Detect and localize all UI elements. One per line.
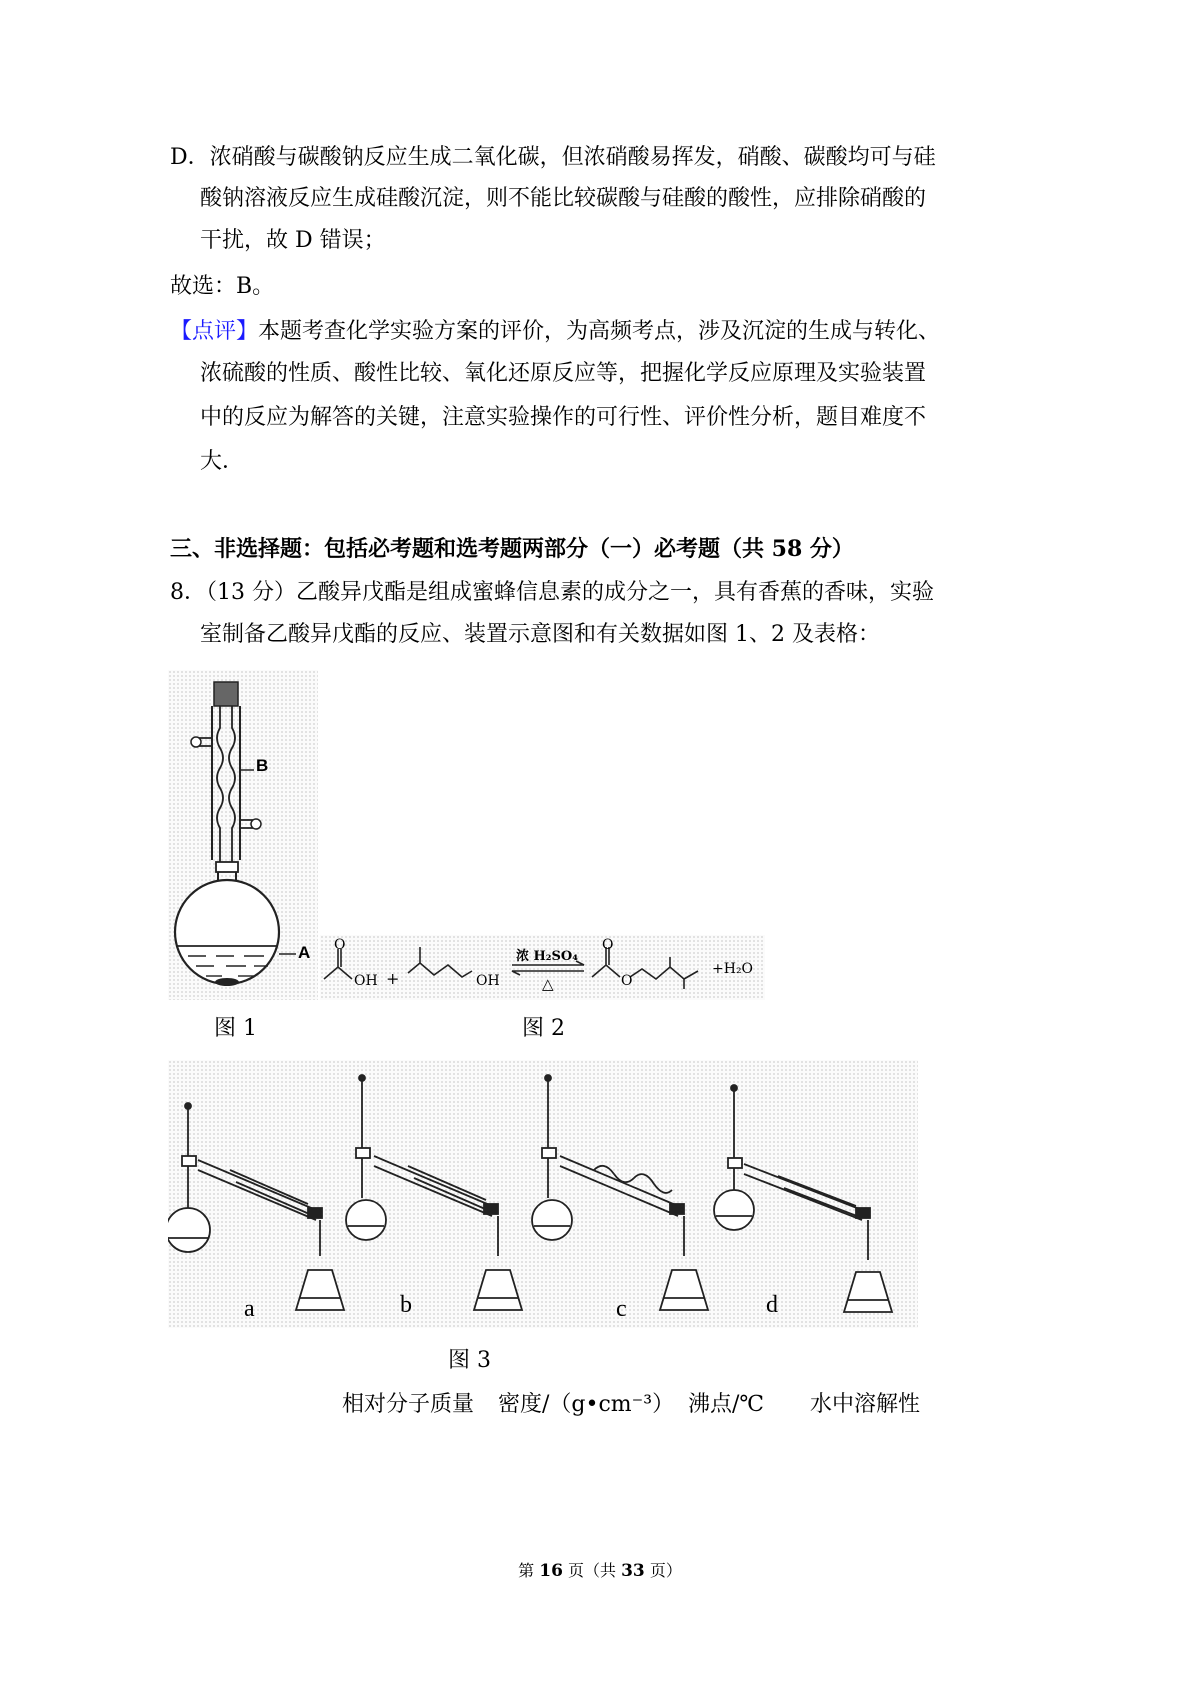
footer-middle: 页（共 <box>562 1561 622 1580</box>
distillation-setup-b <box>346 1075 522 1310</box>
comment-line-3: 中的反应为解答的关键，注意实验操作的可行性、评价性分析，题目难度不 <box>200 405 927 430</box>
option-d-line-3: 干扰，故 D 错误； <box>200 228 386 253</box>
ester-skeleton <box>592 947 698 989</box>
table-header-water-solubility: 水中溶解性 <box>810 1392 921 1417</box>
label-b: B <box>256 756 269 775</box>
footer-total-pages: 33 <box>621 1561 645 1581</box>
footer-suffix: 页） <box>644 1561 682 1580</box>
option-d-line-1: D．浓硝酸与碳酸钠反应生成二氧化碳，但浓硝酸易挥发，硝酸、碳酸均可与硅 <box>170 145 936 170</box>
acetic-acid-skeleton <box>324 949 352 979</box>
plus-sign: + <box>386 969 400 988</box>
water-inlet-nozzle <box>251 819 261 829</box>
table-header-density: 密度/（g•cm⁻³） <box>498 1392 675 1417</box>
reflux-apparatus-drawing <box>168 670 318 1000</box>
caption-figure-3: 图 3 <box>448 1348 491 1373</box>
table-header-molar-mass: 相对分子质量 <box>342 1392 475 1417</box>
question-8-line-1: 8．（13 分）乙酸异戊酯是组成蜜蜂信息素的成分之一，具有香蕉的香味，实验 <box>170 580 934 605</box>
distillation-setup-d <box>714 1085 892 1312</box>
setup-label-a: a <box>244 1296 255 1322</box>
distillation-setup-c <box>532 1075 708 1310</box>
reaction-condition-heat: △ <box>542 975 554 993</box>
ester-oxygen: O <box>621 973 633 989</box>
water-product: +H₂O <box>712 961 754 977</box>
figure-2-reaction-equation <box>320 935 765 1000</box>
alcohol-oh: OH <box>476 973 500 989</box>
label-a: A <box>298 943 311 962</box>
figure-1-reflux-apparatus <box>168 670 318 1000</box>
distillation-drawing <box>168 1060 918 1328</box>
isoamyl-alcohol-skeleton <box>408 947 472 977</box>
acetic-acid-carbonyl-o: O <box>334 937 346 953</box>
stopper <box>214 682 238 706</box>
water-outlet-nozzle <box>191 737 201 747</box>
setup-label-d: d <box>766 1292 778 1318</box>
round-bottom-flask <box>175 880 279 984</box>
answer-line: 故选：B。 <box>170 274 275 299</box>
condenser-outer-tube <box>212 706 240 860</box>
footer-prefix: 第 <box>518 1561 540 1580</box>
distillation-setup-a <box>168 1103 344 1310</box>
setup-label-b: b <box>400 1292 412 1318</box>
acetic-acid-oh: OH <box>354 973 378 989</box>
boiling-chips <box>215 978 239 986</box>
page-footer <box>0 1558 1200 1581</box>
comment-line-2: 浓硫酸的性质、酸性比较、氧化还原反应等，把握化学反应原理及实验装置 <box>200 361 927 386</box>
ester-carbonyl-o: O <box>602 937 614 953</box>
comment-text-1: 本题考查化学实验方案的评价，为高频考点，涉及沉淀的生成与转化、 <box>258 319 941 344</box>
comment-tag: 【点评】 <box>170 319 259 344</box>
ground-glass-joint <box>216 862 238 872</box>
option-d-line-2: 酸钠溶液反应生成硅酸沉淀，则不能比较碳酸与硅酸的酸性，应排除硝酸的 <box>200 186 927 211</box>
reaction-condition-acid: 浓 H₂SO₄ <box>516 949 578 964</box>
question-8-line-2: 室制备乙酸异戊酯的反应、装置示意图和有关数据如图 1、2 及表格： <box>200 622 880 647</box>
setup-label-c: c <box>616 1296 627 1322</box>
condenser-inner-tube <box>217 706 235 862</box>
caption-figure-2: 图 2 <box>522 1016 565 1041</box>
footer-page-number: 16 <box>539 1561 563 1581</box>
figure-3-distillation-setups <box>168 1060 918 1328</box>
table-header-boiling-point: 沸点/℃ <box>688 1392 765 1417</box>
caption-figure-1: 图 1 <box>214 1016 257 1041</box>
section-heading: 三、非选择题：包括必考题和选考题两部分（一）必考题（共 58 分） <box>170 536 854 562</box>
comment-line-1 <box>170 317 940 347</box>
comment-line-4: 大． <box>200 449 245 474</box>
